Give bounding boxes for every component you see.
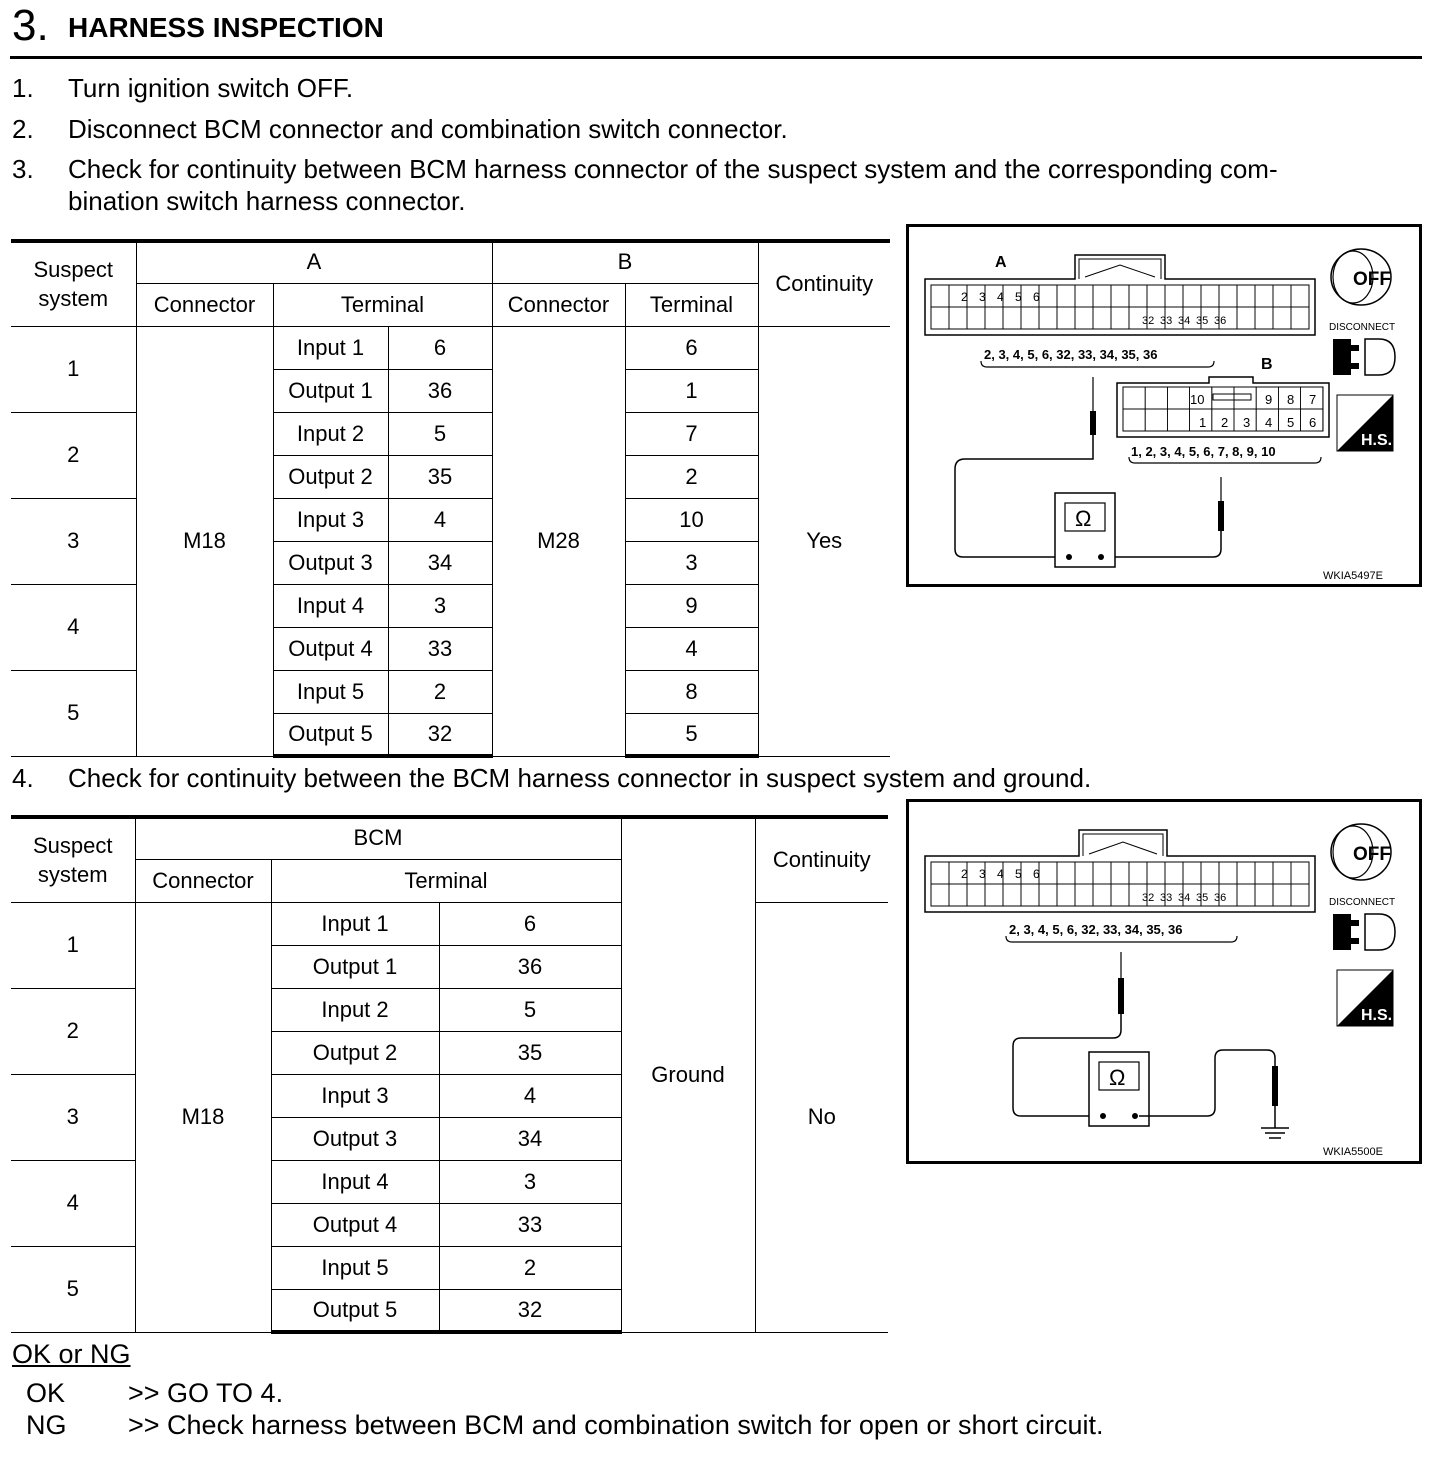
b-bottom-terminal: 5 [1287,415,1295,430]
row-label: Input 1 [273,326,388,369]
continuity-table-a-b [11,239,890,758]
terminal: 33 [439,1203,621,1246]
connector-cell [1201,862,1219,884]
connector-cell [931,884,949,906]
probe-icon [1118,978,1124,1014]
header-terminal-a: Terminal [273,283,492,326]
step-text: Disconnect BCM connector and combination switch connector. [68,114,788,144]
connector-cell [1039,285,1057,307]
a-bottom-terminal: 33 [1160,315,1173,327]
suspect-system-2: 2 [11,988,135,1074]
step-text: Turn ignition switch OFF. [68,73,354,103]
connector-cell [1165,285,1183,307]
connector-cell [1057,285,1075,307]
a-bottom-terminal: 36 [1214,315,1227,327]
connector-cell [1273,862,1291,884]
connector-cell [1039,862,1057,884]
connector-b-label: B [1261,356,1273,373]
header-b: B [492,241,758,283]
connector-cell [1093,862,1111,884]
terminal-a: 4 [388,498,492,541]
row-label: Output 2 [273,455,388,498]
connector-cell [1273,285,1291,307]
connector-cell [949,307,967,329]
row-label: Output 5 [273,713,388,756]
row-label: Input 5 [271,1246,439,1289]
row-label: Output 5 [271,1289,439,1332]
suspect-system-5: 5 [11,670,136,756]
ohmmeter-terminal-icon [1100,1113,1106,1119]
connector-cell [1021,307,1039,329]
row-label: Input 4 [273,584,388,627]
terminal: 6 [439,902,621,945]
connector-cell [931,307,949,329]
a-top-terminal: 2 [961,867,968,881]
step-number: 1. [12,73,34,103]
connector-cell [1129,862,1147,884]
terminal: 3 [439,1160,621,1203]
connector-cell [1219,862,1237,884]
row-label: Output 2 [271,1031,439,1074]
connector-cell [1021,884,1039,906]
disconnect-label: DISCONNECT [1329,897,1396,908]
connector-cell [931,285,949,307]
connector-cell [1057,307,1075,329]
terminal-b: 5 [625,713,758,756]
row-label: Output 4 [271,1203,439,1246]
connector-value: M18 [135,902,271,1332]
terminal-a: 35 [388,455,492,498]
figure-wkia5500e [906,799,1422,1164]
terminal-a: 34 [388,541,492,584]
harness-diagram-ground [909,802,1419,1161]
suspect-system-3: 3 [11,498,136,584]
header-continuity: Continuity [755,817,888,902]
b-bottom-terminal: 4 [1265,415,1273,430]
a-caption: 2, 3, 4, 5, 6, 32, 33, 34, 35, 36 [984,347,1158,362]
connector-cell [1201,285,1219,307]
figure-code: WKIA5500E [1323,1146,1383,1158]
connector-cell [1057,884,1075,906]
terminal-b: 6 [625,326,758,369]
header-continuity: Continuity [758,241,890,326]
connector-cell [1093,285,1111,307]
a-bottom-terminal: 34 [1178,315,1191,327]
a-top-terminal: 5 [1015,867,1022,881]
connector-a-label: A [995,254,1007,271]
probe-b-icon [1218,501,1224,531]
terminal-a: 2 [388,670,492,713]
connector-cell [949,884,967,906]
connector-cell [1111,285,1129,307]
connector-cell [985,884,1003,906]
connector-cell [1145,387,1167,409]
row-label: Output 3 [271,1117,439,1160]
connector-cell [1234,387,1256,409]
harness-side-icon [1337,970,1393,1026]
connector-cell [1129,285,1147,307]
connector-cell [1111,307,1129,329]
step-3 [12,153,1432,217]
ok-text: >> GO TO 4. [128,1378,284,1408]
continuity-value: Yes [758,326,890,756]
connector-cell [1075,285,1093,307]
connector-cell [1111,862,1129,884]
connector-cell [1273,884,1291,906]
suspect-system-1: 1 [11,902,135,988]
step-4 [12,762,1432,794]
terminal-b: 7 [625,412,758,455]
header-terminal: Terminal [271,859,621,902]
connector-cell [1291,884,1309,906]
connector-a-lock-tab [1089,842,1157,854]
connector-cell [1057,862,1075,884]
connector-cell [1003,307,1021,329]
harness-diagram-a-b [909,227,1419,584]
connector-cell [1075,307,1093,329]
b-caption: 1, 2, 3, 4, 5, 6, 7, 8, 9, 10 [1131,444,1276,459]
step-text-line1: Check for continuity between BCM harness connector of the suspect system and the corresponding com- [68,154,1278,184]
terminal-b: 10 [625,498,758,541]
step-1 [12,72,1432,104]
header-connector-a: Connector [136,283,273,326]
off-label: OFF [1353,269,1391,290]
ohmmeter-terminal-icon [1132,1113,1138,1119]
connector-cell [1255,307,1273,329]
header-a: A [136,241,492,283]
suspect-system-2: 2 [11,412,136,498]
suspect-system-4: 4 [11,584,136,670]
connector-cell [1075,862,1093,884]
connector-cell [1147,285,1165,307]
connector-a-lock [1079,259,1161,279]
terminal-b: 3 [625,541,758,584]
ohmmeter-terminal-icon [1098,554,1104,560]
row-label: Input 2 [271,988,439,1031]
ng-text: >> Check harness between BCM and combination switch for open or short circuit. [128,1410,1104,1440]
off-label: OFF [1353,844,1391,865]
b-bottom-terminal: 6 [1309,415,1317,430]
step-text: Check for continuity between the BCM harness connector in suspect system and ground. [68,763,1092,793]
b-top-terminal: 7 [1309,392,1317,407]
connector-cell [1237,862,1255,884]
terminal-a: 3 [388,584,492,627]
a-top-terminal: 5 [1015,290,1022,304]
ng-label: NG [26,1410,67,1440]
figure-wkia5497e [906,224,1422,587]
terminal-a: 32 [388,713,492,756]
connector-cell [1111,884,1129,906]
connector-a-lock [1083,834,1163,856]
terminal: 34 [439,1117,621,1160]
connector-cell [1075,884,1093,906]
ok-label: OK [26,1378,66,1408]
row-label: Input 3 [271,1074,439,1117]
connector-cell [1237,285,1255,307]
ground-value: Ground [621,817,755,1332]
harness-side-icon [1337,395,1393,451]
ohmmeter-terminal-icon [1066,554,1072,560]
terminal-b: 4 [625,627,758,670]
connector-a-lock-tab [1085,265,1155,277]
continuity-table-ground [11,815,888,1334]
terminal: 32 [439,1289,621,1332]
connector-cell [1167,409,1189,431]
disconnect-label: DISCONNECT [1329,322,1396,333]
title-rule [10,56,1422,59]
a-bottom-terminal: 34 [1178,892,1191,904]
step-text-line2: bination switch harness connector. [68,186,466,216]
a-bottom-terminal: 32 [1142,315,1155,327]
a-top-terminal: 3 [979,867,986,881]
step-number: 4. [12,763,34,793]
suspect-system-5: 5 [11,1246,135,1332]
disconnect-icon [1333,339,1395,375]
b-bottom-terminal: 2 [1221,415,1229,430]
connector-cell [967,884,985,906]
connector-cell [1291,307,1309,329]
header-bcm: BCM [135,817,621,859]
section-number: 3. [12,1,49,50]
suspect-system-4: 4 [11,1160,135,1246]
a-top-terminal: 6 [1033,867,1040,881]
connector-cell [1145,409,1167,431]
terminal-b: 1 [625,369,758,412]
connector-cell [1237,307,1255,329]
a-top-terminal: 2 [961,290,968,304]
a-caption: 2, 3, 4, 5, 6, 32, 33, 34, 35, 36 [1009,922,1183,937]
terminal-b: 9 [625,584,758,627]
connector-cell [1123,409,1145,431]
connector-cell [1003,884,1021,906]
terminal: 36 [439,945,621,988]
header-suspect-system: Suspect system [11,241,136,326]
connector-cell [1167,387,1189,409]
probe-a-icon [1090,411,1096,435]
row-label: Input 1 [271,902,439,945]
step-number: 2. [12,114,34,144]
ground-probe-icon [1272,1066,1278,1106]
terminal-b: 8 [625,670,758,713]
connector-cell [1183,285,1201,307]
figure-code: WKIA5497E [1323,570,1383,582]
row-label: Input 4 [271,1160,439,1203]
ohm-symbol: Ω [1075,506,1092,531]
connector-cell [1039,307,1057,329]
row-label: Input 2 [273,412,388,455]
a-top-terminal: 3 [979,290,986,304]
terminal: 5 [439,988,621,1031]
row-label: Output 1 [273,369,388,412]
b-top-terminal: 9 [1265,392,1273,407]
connector-cell [1255,884,1273,906]
a-bottom-terminal: 35 [1196,892,1209,904]
a-top-terminal: 4 [997,290,1004,304]
connector-a-cells [931,862,1309,906]
connector-cell [1212,387,1234,409]
connector-cell [931,862,949,884]
hs-label: H.S. [1361,1007,1393,1024]
hs-label: H.S. [1361,432,1393,449]
header-terminal-b: Terminal [625,283,758,326]
a-top-terminal: 4 [997,867,1004,881]
suspect-system-1: 1 [11,326,136,412]
row-label: Output 1 [271,945,439,988]
row-label: Input 3 [273,498,388,541]
terminal-b: 2 [625,455,758,498]
connector-a-cells [931,285,1309,329]
continuity-value: No [755,902,888,1332]
ground-lead [1139,1050,1275,1116]
b-top-terminal: 10 [1190,392,1205,407]
a-bottom-terminal: 32 [1142,892,1155,904]
terminal: 35 [439,1031,621,1074]
terminal-a: 5 [388,412,492,455]
ground-icon [1261,1106,1289,1138]
connector-cell [1183,862,1201,884]
ignition-off-icon [1331,824,1391,880]
ignition-off-icon [1331,249,1391,305]
connector-cell [1039,884,1057,906]
connector-cell [1291,862,1309,884]
header-suspect-system: Suspect system [11,817,135,902]
connector-cell [1255,862,1273,884]
section-title: HARNESS INSPECTION [68,12,384,43]
a-bottom-terminal: 33 [1160,892,1173,904]
connector-cell [1237,884,1255,906]
row-label: Output 4 [273,627,388,670]
probe-b-lead [1105,531,1221,557]
disconnect-icon [1333,914,1395,950]
terminal: 4 [439,1074,621,1117]
connector-cell [1147,862,1165,884]
row-label: Output 3 [273,541,388,584]
connector-cell [1123,387,1145,409]
b-bottom-terminal: 1 [1199,415,1207,430]
b-top-terminal: 8 [1287,392,1295,407]
a-bottom-terminal: 35 [1196,315,1209,327]
connector-cell [1273,307,1291,329]
step-number: 3. [12,154,34,184]
connector-cell [985,307,1003,329]
terminal-a: 33 [388,627,492,670]
terminal: 2 [439,1246,621,1289]
connector-cell [1093,884,1111,906]
ohm-symbol: Ω [1109,1065,1126,1090]
terminal-a: 36 [388,369,492,412]
ok-ng-heading: OK or NG [12,1339,131,1369]
connector-b-slot [1213,394,1251,400]
suspect-system-3: 3 [11,1074,135,1160]
connector-cell [1291,285,1309,307]
b-bottom-terminal: 3 [1243,415,1251,430]
step-2 [12,113,1432,145]
terminal-a: 6 [388,326,492,369]
row-label: Input 5 [273,670,388,713]
connector-cell [1255,285,1273,307]
header-connector: Connector [135,859,271,902]
connector-cell [967,307,985,329]
connector-cell [1093,307,1111,329]
connector-cell [1165,862,1183,884]
a-top-terminal: 6 [1033,290,1040,304]
connector-a-value: M18 [136,326,273,756]
header-connector-b: Connector [492,283,625,326]
connector-b-value: M28 [492,326,625,756]
connector-cell [1219,285,1237,307]
a-bottom-terminal: 36 [1214,892,1227,904]
